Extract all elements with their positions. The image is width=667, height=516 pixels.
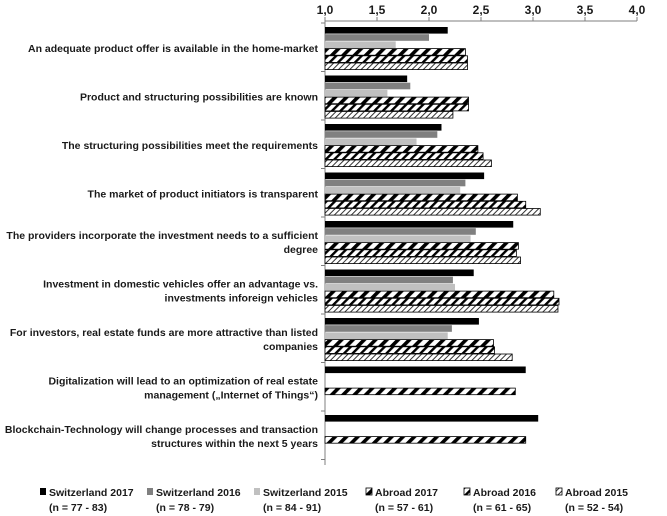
bar xyxy=(325,354,512,361)
bar xyxy=(325,306,558,313)
bar xyxy=(325,160,491,167)
category-label: investments inforeign vehicles xyxy=(164,292,318,305)
bar xyxy=(325,437,526,444)
category-label: For investors, real estate funds are more attractive than listed xyxy=(9,327,318,339)
legend-label: Switzerland 2017 xyxy=(49,487,134,499)
bar xyxy=(325,27,448,34)
legend xyxy=(40,487,628,514)
legend-swatch xyxy=(254,488,260,495)
bar xyxy=(325,112,453,119)
bar xyxy=(325,76,407,83)
bar xyxy=(325,347,495,354)
bar xyxy=(325,257,521,264)
bar xyxy=(325,83,410,90)
bar xyxy=(325,325,452,332)
bar xyxy=(325,277,453,284)
bar xyxy=(325,318,479,325)
x-tick-label: 3,5 xyxy=(576,3,594,17)
legend-n-label: (n = 77 - 83) xyxy=(49,502,108,514)
legend-label: Abroad 2017 xyxy=(375,487,439,499)
bar xyxy=(325,173,484,180)
category-label: Blockchain-Technology will change processes and transaction xyxy=(4,424,318,436)
legend-swatch xyxy=(366,488,372,495)
bar xyxy=(325,201,526,208)
bar xyxy=(325,138,417,145)
bar xyxy=(325,388,515,395)
category-label: Digitalization will lead to an optimization of real estate xyxy=(48,375,318,388)
category-label: degree xyxy=(283,244,318,256)
bar xyxy=(325,415,538,422)
legend-swatch xyxy=(147,488,153,495)
bar xyxy=(325,291,554,298)
bar xyxy=(325,194,517,201)
category-label: Investment in domestic vehicles offer an advantage vs. xyxy=(43,278,318,291)
bar xyxy=(325,298,559,305)
bar xyxy=(325,41,396,48)
legend-n-label: (n = 57 - 61) xyxy=(375,502,434,514)
bar xyxy=(325,124,441,131)
category-label: The structuring possibilities meet the requirements xyxy=(61,140,318,152)
bar xyxy=(325,131,437,138)
bar xyxy=(325,270,474,277)
bar xyxy=(325,104,469,111)
category-label: management („Internet of Things“) xyxy=(144,389,318,402)
bar xyxy=(325,284,455,291)
bar xyxy=(325,243,518,250)
bar xyxy=(325,153,483,160)
x-tick-label: 2,0 xyxy=(420,3,438,17)
bar xyxy=(325,367,526,374)
bar xyxy=(325,34,429,41)
bar xyxy=(325,49,465,56)
bar xyxy=(325,180,465,187)
bar xyxy=(325,235,471,242)
bar xyxy=(325,63,467,70)
category-label: The providers incorporate the investment needs to a sufficient xyxy=(6,230,318,242)
bar xyxy=(325,332,448,339)
bar xyxy=(325,209,540,216)
x-tick-label: 1,0 xyxy=(316,3,334,17)
bar xyxy=(325,228,476,235)
x-tick-label: 4,0 xyxy=(628,3,646,17)
x-tick-label: 3,0 xyxy=(524,3,542,17)
category-label: The market of product initiators is transparent xyxy=(87,188,318,201)
x-tick-label: 1,5 xyxy=(368,3,386,17)
bars xyxy=(325,27,559,443)
category-labels xyxy=(5,43,319,450)
legend-swatch xyxy=(556,488,562,495)
legend-label: Switzerland 2015 xyxy=(263,487,348,499)
category-label: Product and structuring possibilities are known xyxy=(79,91,318,104)
legend-label: Abroad 2015 xyxy=(565,487,629,499)
legend-n-label: (n = 84 - 91) xyxy=(263,502,322,514)
legend-label: Abroad 2016 xyxy=(473,487,537,499)
category-label: An adequate product offer is available in the home-market xyxy=(28,43,318,55)
legend-n-label: (n = 61 - 65) xyxy=(473,502,532,514)
bar xyxy=(325,97,469,104)
category-label: companies xyxy=(263,341,318,353)
legend-swatch xyxy=(464,488,470,495)
bar xyxy=(325,56,467,63)
bar xyxy=(325,90,387,97)
bar xyxy=(325,146,478,153)
x-tick-label: 2,5 xyxy=(472,3,490,17)
bar xyxy=(325,340,493,347)
bar xyxy=(325,250,516,257)
bar xyxy=(325,187,460,194)
legend-label: Switzerland 2016 xyxy=(156,487,241,499)
legend-n-label: (n = 52 - 54) xyxy=(565,502,624,514)
bar xyxy=(325,221,513,228)
legend-n-label: (n = 78 - 79) xyxy=(156,502,215,514)
legend-swatch xyxy=(40,488,46,495)
category-label: structures within the next 5 years xyxy=(151,438,318,450)
